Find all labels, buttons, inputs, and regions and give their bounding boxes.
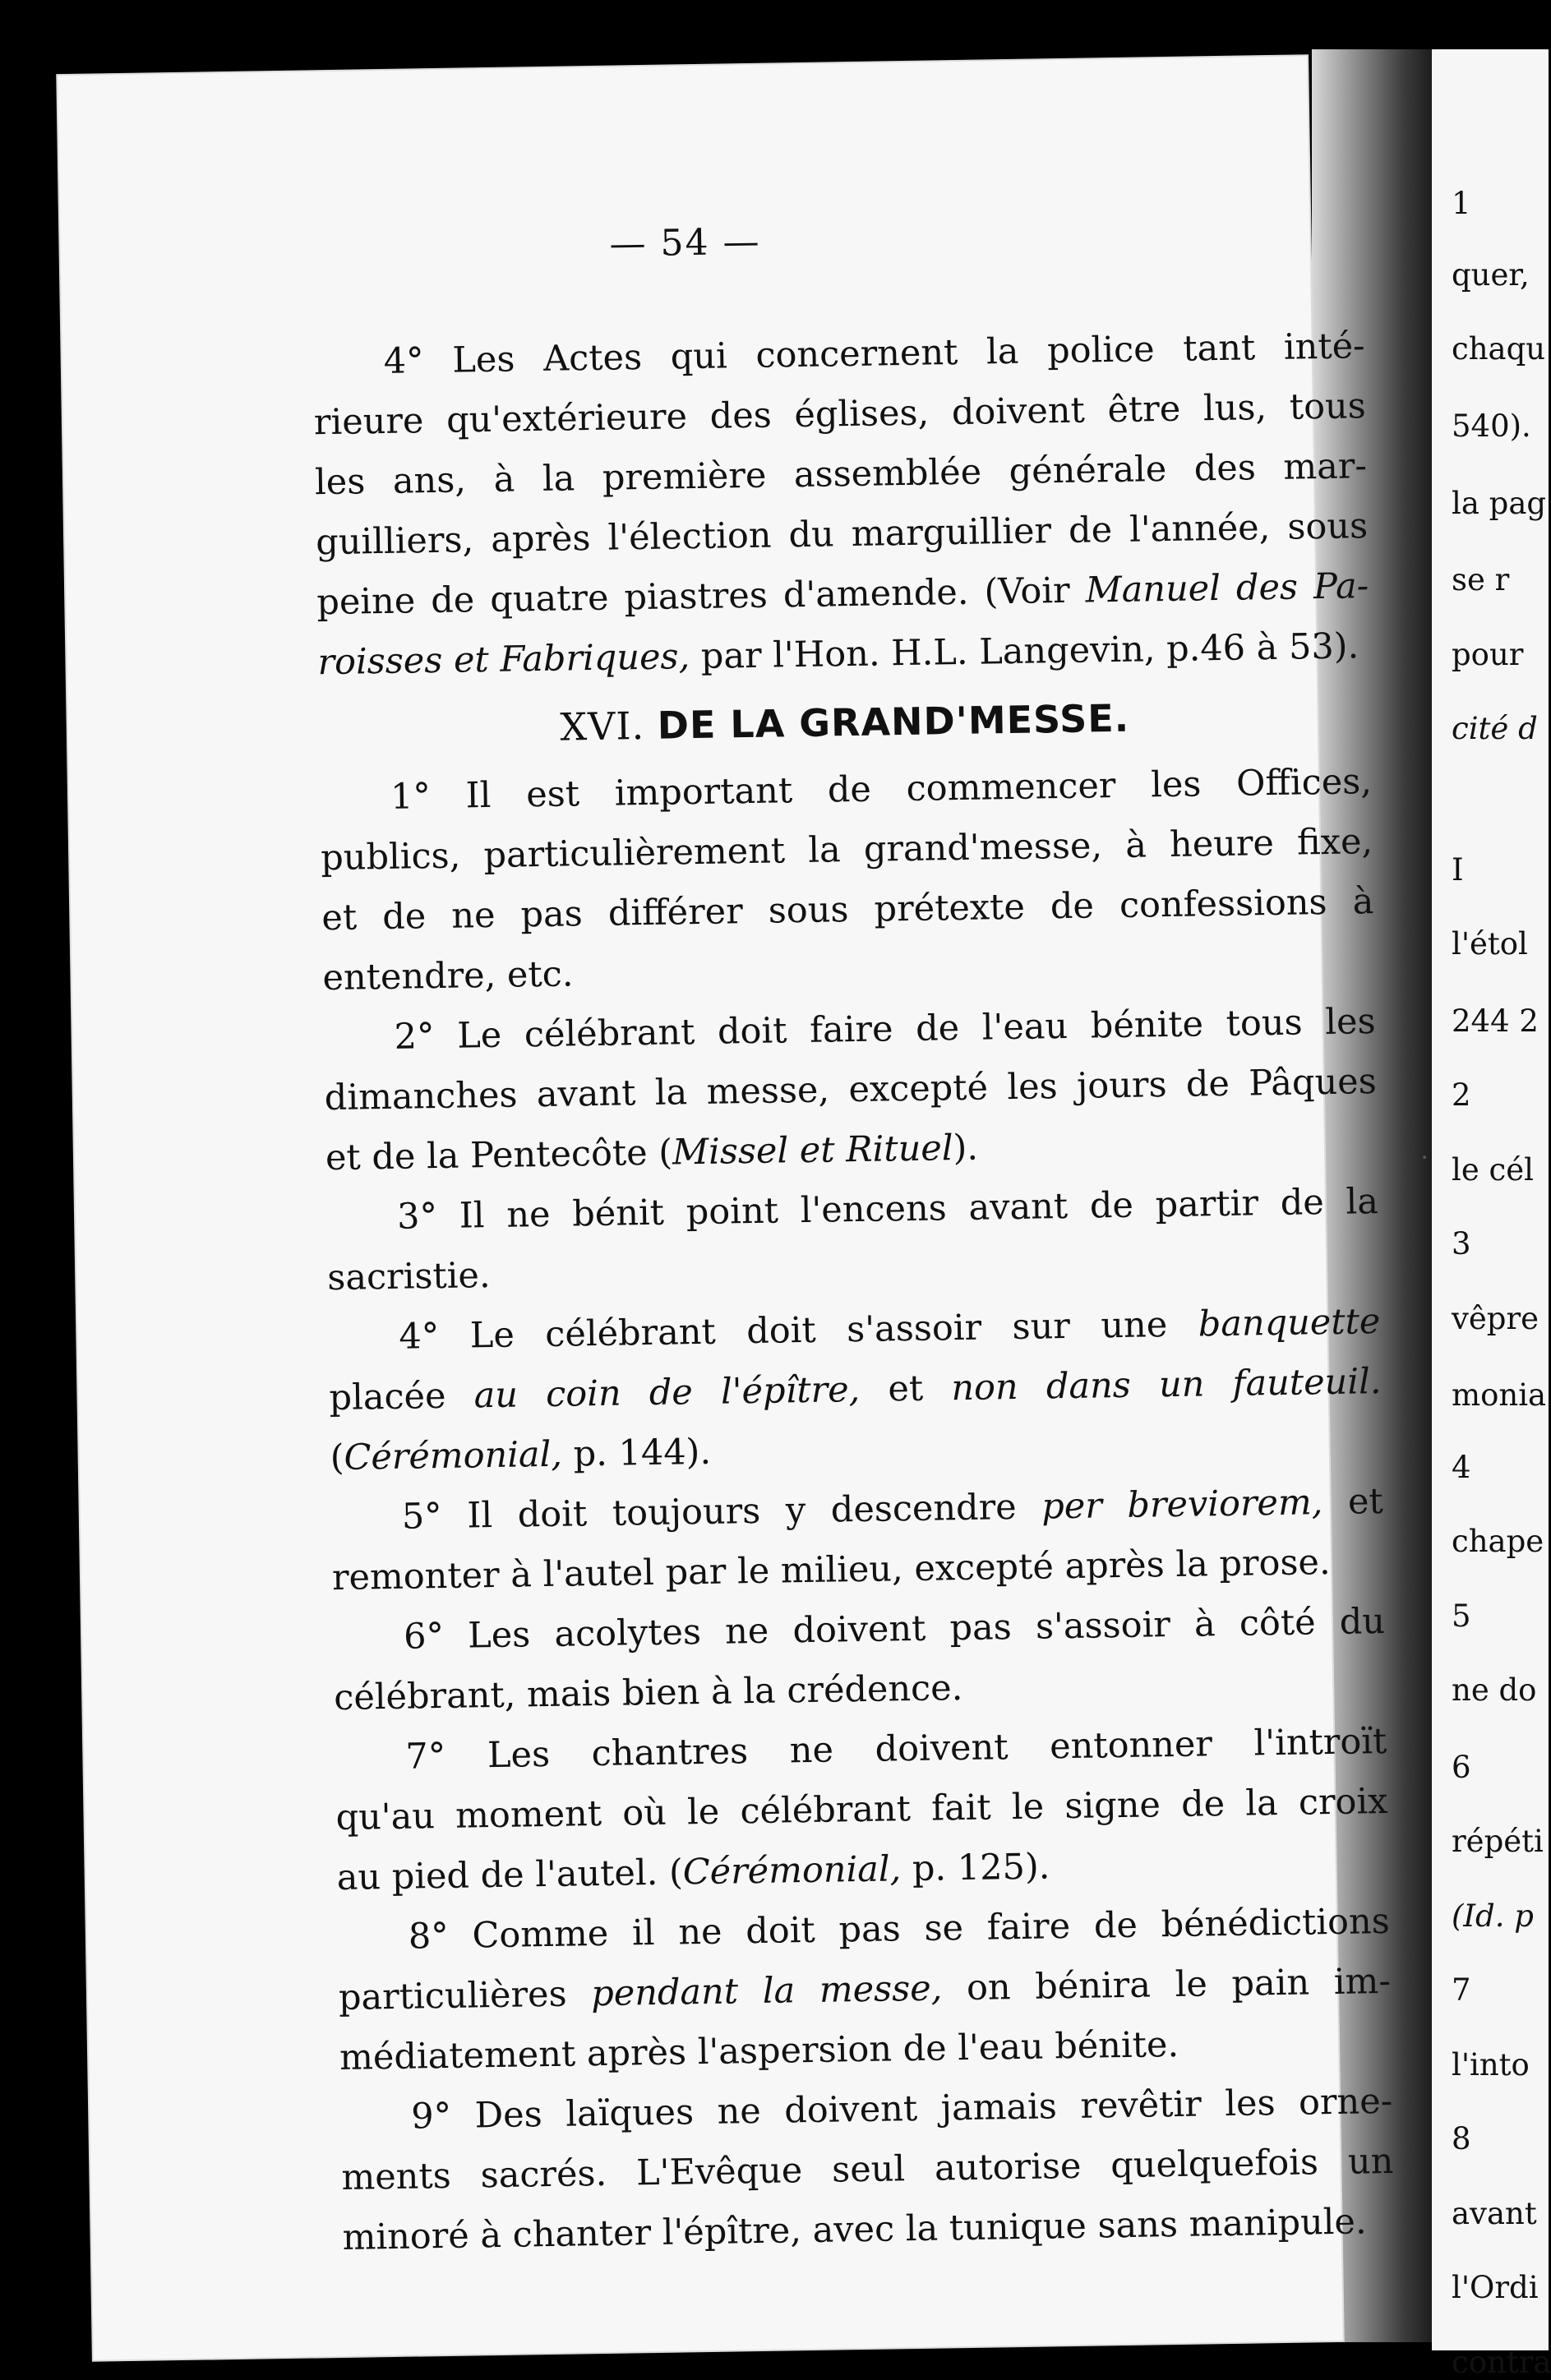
section-title: DE LA GRAND'MESSE. [657, 695, 1130, 748]
facing-page-fragment: contra [1452, 2344, 1551, 2380]
text-span: qu'au moment où le célébrant fait le signe de la croix [335, 1780, 1388, 1839]
facing-page-fragment: cité d [1452, 711, 1538, 747]
text-span: 4° Le célébrant doit s'assoir sur une [399, 1303, 1199, 1358]
text-span: et [1322, 1480, 1384, 1524]
text-span: dimanches avant la messe, excepté les jours de Pâques [324, 1061, 1378, 1119]
text-span: p. 125). [900, 1846, 1050, 1890]
italic-text: per breviorem, [1041, 1482, 1323, 1528]
italic-text: Missel et Rituel [672, 1128, 953, 1174]
facing-page-fragment: pour [1452, 636, 1524, 672]
facing-page-fragment: avant [1452, 2195, 1537, 2231]
text-span: 7° Les chantres ne doivent entonner l'introït [405, 1720, 1387, 1778]
text-span: 5° Il doit toujours y descendre [401, 1486, 1042, 1538]
text-span: et de la Pentecôte ( [325, 1132, 673, 1179]
text-span: remonter à l'autel par le milieu, excepté après la prose. [331, 1542, 1331, 1599]
text-span: 6° Les acolytes ne doivent pas s'assoir à côté du [403, 1600, 1386, 1658]
page-text [312, 316, 1395, 2268]
facing-page-fragment: vêpre [1452, 1300, 1539, 1336]
text-span: ments sacrés. L'Evêque seul autorise quelquefois un [341, 2140, 1394, 2198]
italic-text: au coin de l'épître, [473, 1368, 861, 1417]
text-span: 3° Il ne bénit point l'encens avant de partir de la [396, 1181, 1379, 1238]
facing-page-fragment: se r [1452, 562, 1510, 598]
italic-text: Manuel des Pa- [1085, 565, 1369, 611]
facing-page-fragment: monia [1452, 1377, 1547, 1414]
text-span: p. 144). [561, 1431, 712, 1475]
text-span: entendre, etc. [322, 953, 574, 999]
facing-page-fragment: l'Ordi [1452, 2270, 1539, 2306]
text-span: peine de quatre piastres d'amende. (Voir [316, 570, 1087, 624]
facing-page-fragment: répéti [1452, 1824, 1544, 1860]
text-span: ( [330, 1437, 344, 1479]
text-span: par l'Hon. H.L. Langevin, p.46 à 53). [689, 625, 1359, 678]
section-number: XVI. [559, 703, 658, 750]
facing-page-fragment: I [1452, 851, 1464, 888]
facing-page-fragment: 244 2 [1452, 1003, 1539, 1039]
facing-page-fragment: la pag [1452, 485, 1547, 521]
text-span: 9° Des laïques ne doivent jamais revêtir les orne- [410, 2080, 1393, 2138]
italic-text: banquette [1198, 1301, 1381, 1345]
text-span: minoré à chanter l'épître, avec la tunique sans manipule. [342, 2201, 1367, 2258]
text-span: au pied de l'autel. ( [336, 1852, 684, 1899]
facing-page-fragment: l'into [1452, 2046, 1530, 2082]
facing-page-fragment: 3 [1452, 1226, 1471, 1262]
italic-text: pendant la messe, [590, 1967, 943, 2015]
facing-page-fragment: chape [1452, 1524, 1544, 1560]
italic-text: Cérémonial, [682, 1848, 902, 1893]
facing-page-fragment: 4 [1452, 1449, 1471, 1485]
facing-page-fragment: 7 [1452, 1972, 1471, 2009]
facing-page-fragment: chaqu [1452, 331, 1546, 367]
facing-page-fragment: ne do [1452, 1672, 1537, 1709]
facing-page-fragment: 1 [1452, 185, 1471, 221]
book-page [58, 56, 1394, 2360]
facing-page-fragment: 6 [1452, 1749, 1471, 1785]
facing-page-fragment: (Id. p [1452, 1898, 1534, 1934]
text-span: médiatement après l'aspersion de l'eau bénite. [339, 2023, 1179, 2079]
text-span: célébrant, mais bien à la crédence. [333, 1667, 963, 1719]
facing-page [1432, 49, 1551, 2380]
text-span: 4° Les Actes qui concernent la police tant inté- [383, 325, 1366, 382]
text-span: guilliers, après l'élection du marguillier de l'année, sous [315, 505, 1369, 564]
text-span: les ans, à la première assemblée générale des mar- [314, 445, 1368, 504]
facing-page-fragment: quer, [1452, 256, 1530, 293]
text-span: particulières [338, 1973, 592, 2019]
facing-page-fragment: 5 [1452, 1598, 1471, 1634]
page-number: — 54 — [609, 220, 761, 265]
scan-speck [1423, 1155, 1426, 1159]
facing-page-fragment: 2 [1452, 1077, 1471, 1114]
text-span: on bénira le pain im- [941, 1960, 1392, 2009]
text-span: rieure qu'extérieure des églises, doivent être lus, tous [313, 385, 1367, 444]
text-span: placée [329, 1375, 475, 1419]
italic-text: roisses et Fabriques, [317, 636, 690, 684]
text-span: publics, particulièrement la grand'messe, à heure fixe, [320, 821, 1373, 879]
italic-text: non dans un fauteuil. [950, 1361, 1382, 1409]
facing-page-fragment: 540). [1452, 408, 1531, 445]
text-span: ). [953, 1127, 979, 1169]
text-span: sacristie. [326, 1255, 491, 1299]
text-span: et de ne pas différer sous prétexte de confessions à [321, 881, 1374, 939]
facing-page-fragment: l'étol [1452, 926, 1528, 962]
italic-text: Cérémonial, [344, 1433, 563, 1478]
text-span: et [859, 1368, 952, 1410]
text-span: 1° Il est important de commencer les Offices, [390, 761, 1373, 818]
facing-page-fragment: le cél [1452, 1151, 1534, 1188]
facing-page-fragment: 8 [1452, 2121, 1471, 2157]
text-span: 8° Comme il ne doit pas se faire de bénédictions [408, 1900, 1391, 1958]
text-span: 2° Le célébrant doit faire de l'eau bénite tous les [394, 1001, 1376, 1058]
